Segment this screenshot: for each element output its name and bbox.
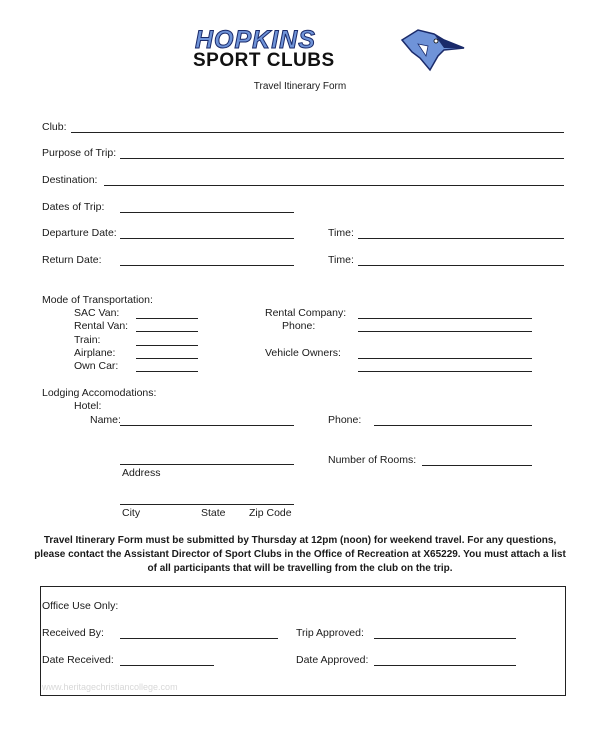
airplane-field[interactable] xyxy=(136,358,198,359)
form-title: Travel Itinerary Form xyxy=(253,81,347,92)
hotel-phone-label: Phone: xyxy=(328,414,362,426)
state-label: State xyxy=(201,507,226,519)
rental-company-field[interactable] xyxy=(358,318,532,319)
rooms-field[interactable] xyxy=(422,465,532,466)
trip-approved-field[interactable] xyxy=(374,638,516,639)
vehicle-owners-field-1[interactable] xyxy=(358,358,532,359)
logo-sport-clubs-text: SPORT CLUBS xyxy=(193,50,335,71)
rental-company-label: Rental Company: xyxy=(265,307,347,319)
return-time-label: Time: xyxy=(328,254,354,266)
destination-label: Destination: xyxy=(42,174,98,186)
transport-option-label: Own Car: xyxy=(74,360,119,372)
hotel-name-label: Name: xyxy=(90,414,121,426)
city-label: City xyxy=(122,507,141,519)
address-label: Address xyxy=(122,467,161,479)
departure-time-field[interactable] xyxy=(358,238,564,239)
return-time-field[interactable] xyxy=(358,265,564,266)
club-field[interactable] xyxy=(71,132,564,133)
departure-time-label: Time: xyxy=(328,227,354,239)
rental-phone-field[interactable] xyxy=(358,331,532,332)
hotel-name-field[interactable] xyxy=(120,425,294,426)
dates-field[interactable] xyxy=(120,212,294,213)
vehicle-owners-field-2[interactable] xyxy=(358,371,532,372)
purpose-label: Purpose of Trip: xyxy=(42,147,117,159)
hotel-phone-field[interactable] xyxy=(374,425,532,426)
transport-option-label: SAC Van: xyxy=(74,307,120,319)
submission-notice: Travel Itinerary Form must be submitted by Thursday at 12pm (noon) for weekend travel. For any questions, please contact the Assistant Director of Sport Clubs in the Office of Recreation at X65229. You must attach a list of all participants that will be travelling from the club on the trip. xyxy=(34,535,566,574)
return-date-field[interactable] xyxy=(120,265,294,266)
return-label: Return Date: xyxy=(42,254,102,266)
received-by-label: Received By: xyxy=(42,627,104,639)
departure-label: Departure Date: xyxy=(42,227,117,239)
date-received-label: Date Received: xyxy=(42,654,114,666)
train-field[interactable] xyxy=(136,345,198,346)
transport-option-label: Train: xyxy=(74,334,101,346)
zip-label: Zip Code xyxy=(249,507,292,519)
blue-jay-logo-icon xyxy=(398,26,468,72)
address-field[interactable] xyxy=(120,464,294,465)
city-state-zip-field[interactable] xyxy=(120,504,294,505)
received-by-field[interactable] xyxy=(120,638,278,639)
vehicle-owners-label: Vehicle Owners: xyxy=(265,347,341,359)
office-use-box xyxy=(40,586,566,696)
rental-van-field[interactable] xyxy=(136,331,198,332)
sac-van-field[interactable] xyxy=(136,318,198,319)
destination-field[interactable] xyxy=(104,185,564,186)
rooms-label: Number of Rooms: xyxy=(328,454,417,466)
rental-phone-label: Phone: xyxy=(282,320,316,332)
date-approved-field[interactable] xyxy=(374,665,516,666)
logo-hopkins-text: HOPKINS xyxy=(195,26,316,54)
transport-option-label: Airplane: xyxy=(74,347,116,359)
purpose-field[interactable] xyxy=(120,158,564,159)
date-received-field[interactable] xyxy=(120,665,214,666)
lodging-heading: Lodging Accomodations: xyxy=(42,387,157,399)
hotel-label: Hotel: xyxy=(74,400,102,412)
date-approved-label: Date Approved: xyxy=(296,654,369,666)
departure-date-field[interactable] xyxy=(120,238,294,239)
office-use-heading: Office Use Only: xyxy=(42,600,119,612)
dates-label: Dates of Trip: xyxy=(42,201,105,213)
transport-option-label: Rental Van: xyxy=(74,320,129,332)
own-car-field[interactable] xyxy=(136,371,198,372)
club-label: Club: xyxy=(42,121,67,133)
transport-heading: Mode of Transportation: xyxy=(42,294,153,306)
watermark-text: www.heritagechristiancollege.com xyxy=(42,682,178,692)
trip-approved-label: Trip Approved: xyxy=(296,627,364,639)
